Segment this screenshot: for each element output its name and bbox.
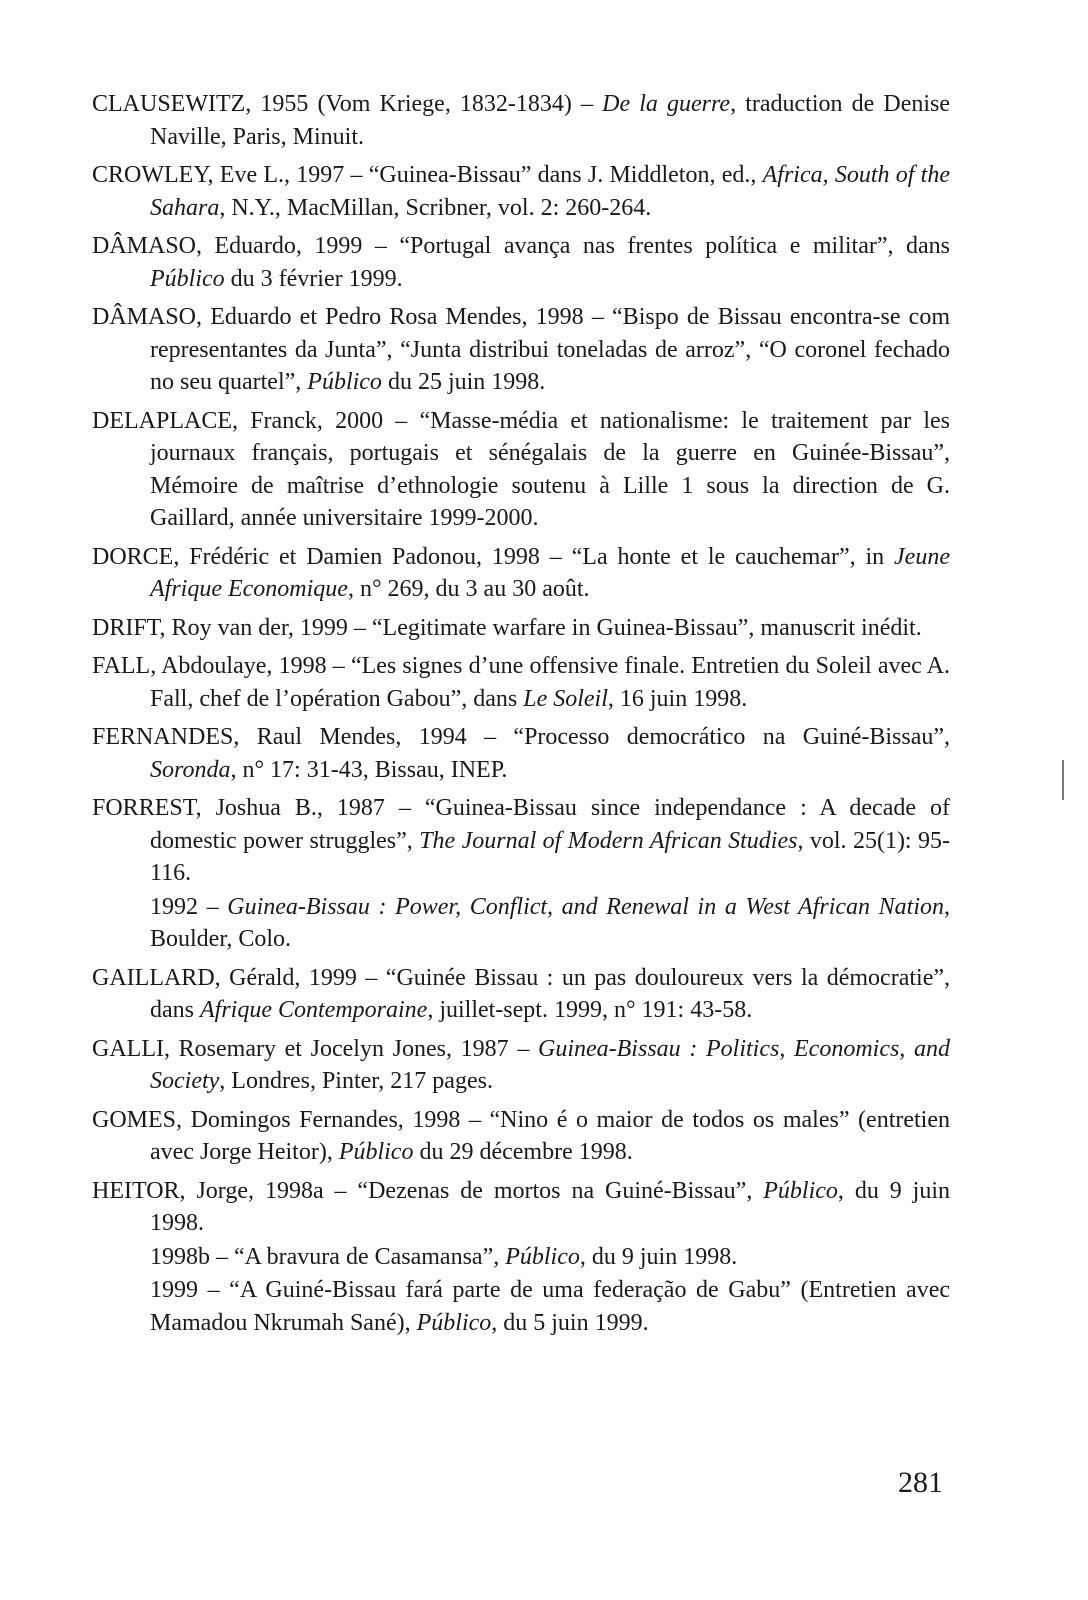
entry-text: , du 9 juin 1998. bbox=[150, 1177, 951, 1236]
entry-text: GAILLARD, Gérald, 1999 – “Guinée Bissau : un pas douloureux vers la démocratie”, dans bbox=[92, 964, 950, 1023]
entry-text: 1998b – “A bravura de Casamansa”, bbox=[150, 1243, 506, 1270]
bibliography-page bbox=[92, 88, 950, 1345]
entry-text: , 16 juin 1998. bbox=[607, 685, 748, 712]
entry-text: GALLI, Rosemary et Jocelyn Jones, 1987 – bbox=[92, 1035, 538, 1062]
bibliography-entry bbox=[92, 301, 950, 399]
entry-text: DORCE, Frédéric et Damien Padonou, 1998 – “La honte et le cauchemar”, in bbox=[92, 543, 895, 570]
entry-text: , juillet-sept. 1999, n° 191: 43-58. bbox=[427, 997, 753, 1023]
bibliography-entry bbox=[92, 1104, 950, 1169]
entry-text: du 29 décembre 1998. bbox=[413, 1139, 633, 1165]
entry-text: CLAUSEWITZ, 1955 (Vom Kriege, 1832-1834) – bbox=[92, 91, 603, 117]
entry-text: , Boulder, Colo. bbox=[150, 893, 950, 952]
bibliography-entry bbox=[92, 650, 950, 715]
entry-text: du 25 juin 1998. bbox=[381, 369, 546, 395]
bibliography-entry bbox=[92, 541, 950, 606]
entry-title-italic: The Journal of Modern African Studies bbox=[419, 827, 798, 854]
bibliography-entry bbox=[92, 159, 950, 224]
entry-text: GOMES, Domingos Fernandes, 1998 – “Nino é o maior de todos os males” (entretien avec Jorge Heitor), bbox=[92, 1106, 950, 1165]
entry-text: DÂMASO, Eduardo, 1999 – “Portugal avança nas frentes política e militar”, dans bbox=[92, 233, 950, 259]
bibliography-sub-entry bbox=[92, 1274, 950, 1339]
entry-title-italic: Le Soleil bbox=[523, 685, 608, 712]
bibliography-entry bbox=[92, 405, 950, 535]
entry-title-italic: Jeune Afrique Economique bbox=[150, 543, 950, 602]
entry-title-italic: Guinea-Bissau : Power, Conflict, and Renewal in a West African Nation bbox=[227, 893, 944, 920]
bibliography-entry bbox=[92, 1175, 950, 1240]
page-number: 281 bbox=[898, 1466, 943, 1499]
entry-text: , n° 17: 31-43, Bissau, INEP. bbox=[230, 756, 508, 783]
entry-text: , du 5 juin 1999. bbox=[491, 1309, 649, 1336]
entry-title-italic: De la guerre bbox=[602, 91, 731, 117]
bibliography-list bbox=[92, 88, 950, 1339]
bibliography-entry bbox=[92, 721, 950, 786]
entry-text: DELAPLACE, Franck, 2000 – “Masse-média et nationalisme: le traitement par les journaux français, portugais et sénégalais de la guerre en Guinée-Bissau”, Mémoire de maîtrise d’ethnologie soutenu à Lille 1 sous la direction de G. Gaillard, année universitaire 1999-2000. bbox=[92, 407, 950, 531]
entry-title-italic: Afrique Contemporaine bbox=[200, 997, 428, 1023]
entry-text: FORREST, Joshua B., 1987 – “Guinea-Bissau since independance : A decade of domestic power struggles”, bbox=[92, 795, 950, 854]
entry-text: , Londres, Pinter, 217 pages. bbox=[219, 1068, 493, 1094]
bibliography-entry bbox=[92, 1033, 950, 1098]
entry-text: , n° 269, du 3 au 30 août. bbox=[347, 576, 590, 602]
entry-title-italic: Público bbox=[150, 265, 225, 292]
entry-text: 1999 – “A Guiné-Bissau fará parte de uma federação de Gabu” (Entretien avec Mamadou Nkrumah Sané), bbox=[150, 1277, 950, 1336]
entry-text: DÂMASO, Eduardo et Pedro Rosa Mendes, 1998 – “Bispo de Bissau encontra-se com representantes da Junta”, “Junta distribui toneladas de arroz”, “O coronel fechado no seu quartel”, bbox=[92, 304, 950, 395]
entry-title-italic: Soronda bbox=[150, 756, 231, 783]
entry-text: , vol. 25(1): 95-116. bbox=[150, 827, 951, 886]
entry-title-italic: Público bbox=[763, 1177, 838, 1204]
entry-text: , N.Y., MacMillan, Scribner, vol. 2: 260-264. bbox=[219, 194, 652, 221]
bibliography-entry bbox=[92, 792, 950, 890]
bibliography-sub-entry bbox=[92, 1241, 950, 1274]
bibliography-sub-entry bbox=[92, 891, 950, 956]
bibliography-entry bbox=[92, 962, 950, 1027]
entry-title-italic: Público bbox=[338, 1139, 414, 1165]
entry-title-italic: Público bbox=[505, 1243, 580, 1270]
entry-title-italic: Africa, South of the Sahara bbox=[150, 162, 950, 221]
entry-text: DRIFT, Roy van der, 1999 – “Legitimate warfare in Guinea-Bissau”, manuscrit inédit. bbox=[92, 614, 922, 641]
entry-title-italic: Público bbox=[416, 1309, 492, 1336]
entry-text: du 3 février 1999. bbox=[224, 265, 403, 292]
bibliography-entry bbox=[92, 612, 950, 645]
bibliography-entry bbox=[92, 88, 950, 153]
entry-text: 1992 – bbox=[150, 893, 228, 920]
entry-text: , du 9 juin 1998. bbox=[579, 1243, 738, 1270]
bibliography-entry bbox=[92, 230, 950, 295]
entry-text: CROWLEY, Eve L., 1997 – “Guinea-Bissau” dans J. Middleton, ed., bbox=[92, 162, 763, 188]
entry-title-italic: Público bbox=[307, 369, 382, 395]
entry-text: , traduction de Denise Naville, Paris, Minuit. bbox=[150, 91, 951, 150]
entry-text: HEITOR, Jorge, 1998a – “Dezenas de mortos na Guiné-Bissau”, bbox=[92, 1177, 764, 1204]
entry-title-italic: Guinea-Bissau : Politics, Economics, and Society bbox=[150, 1035, 950, 1094]
entry-text: FALL, Abdoulaye, 1998 – “Les signes d’une offensive finale. Entretien du Soleil avec A. Fall, chef de l’opération Gabou”, dans bbox=[92, 653, 950, 712]
scan-edge-mark bbox=[1062, 760, 1064, 800]
entry-text: FERNANDES, Raul Mendes, 1994 – “Processo democrático na Guiné-Bissau”, bbox=[92, 724, 950, 750]
